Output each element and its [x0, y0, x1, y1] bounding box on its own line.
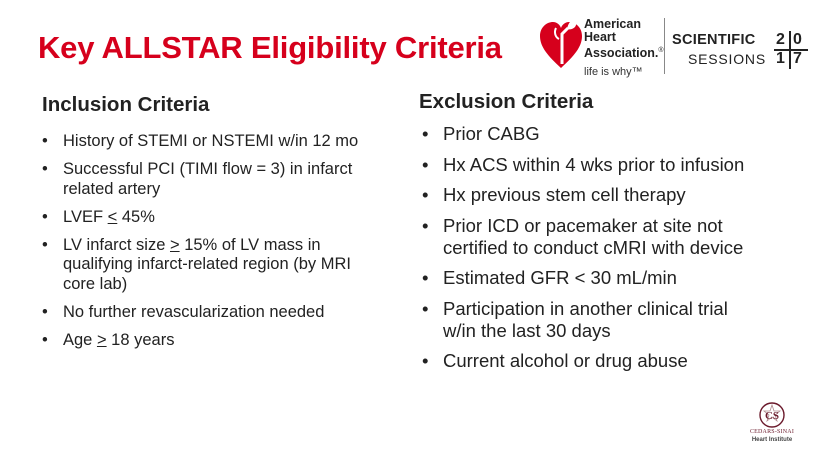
list-item: [42, 236, 382, 295]
cedars-sinai-subtitle: Heart Institute: [751, 437, 793, 443]
inclusion-heading: Inclusion Criteria: [42, 93, 210, 116]
cedars-sinai-emblem-icon: [756, 401, 788, 429]
aha-name-line1: American: [584, 17, 641, 31]
list-item: • Prior CABG: [422, 123, 762, 145]
list-item: • Successful PCI (TIMI flow = 3) in infarct related artery: [42, 160, 382, 199]
list-item: [42, 331, 382, 351]
list-item: • Prior ICD or pacemaker at site not certified to conduct cMRI with device: [422, 215, 762, 259]
year-digit-4: 7: [793, 50, 802, 67]
comparison-symbol: <: [107, 207, 118, 226]
aha-name-line3: [584, 44, 664, 60]
cedars-sinai-name: CEDARS-SINAI: [749, 429, 795, 435]
list-item: • History of STEMI or NSTEMI w/in 12 mo: [42, 132, 382, 152]
sessions-word-sessions: SESSIONS: [688, 51, 766, 67]
sessions-word-scientific: SCIENTIFIC: [672, 32, 756, 48]
item-text: LV infarct size: [63, 235, 170, 254]
aha-heart-torch-icon: [538, 14, 584, 70]
inclusion-list: [42, 132, 382, 359]
logo-divider: [664, 18, 665, 74]
aha-tagline: life is why™: [584, 66, 643, 78]
scientific-sessions-logo: [672, 32, 812, 72]
item-text: 45%: [117, 207, 155, 226]
exclusion-list: [422, 123, 762, 381]
list-item: • Hx ACS within 4 wks prior to infusion: [422, 154, 762, 176]
list-item: • No further revascularization needed: [42, 303, 382, 323]
item-text: 18 years: [106, 330, 175, 349]
aha-logo: [538, 12, 668, 82]
comparison-symbol: >: [169, 235, 180, 254]
year-digit-3: 1: [776, 50, 785, 67]
slide-title: Key ALLSTAR Eligibility Criteria: [38, 30, 502, 65]
list-item: • Hx previous stem cell therapy: [422, 184, 762, 206]
list-item: • Current alcohol or drug abuse: [422, 350, 762, 372]
aha-name-line3-text: Association.: [584, 46, 659, 61]
item-text: Age: [63, 330, 97, 349]
year-digit-1: 2: [776, 31, 785, 48]
list-item: [42, 208, 382, 228]
item-text: LVEF: [63, 207, 108, 226]
exclusion-heading: Exclusion Criteria: [419, 90, 594, 113]
comparison-symbol: >: [96, 330, 107, 349]
list-item: • Participation in another clinical trial w/in the last 30 days: [422, 298, 762, 342]
aha-name-line2: Heart: [584, 30, 616, 44]
cedars-monogram: CS: [764, 410, 780, 422]
year-digit-2: 0: [793, 31, 802, 48]
sessions-year-grid: [774, 31, 808, 71]
item-text: 15% of LV mass in qualifying infarct-related region (by MRI core lab): [63, 235, 351, 293]
list-item: • Estimated GFR < 30 mL/min: [422, 267, 762, 289]
cedars-sinai-logo: [742, 401, 802, 451]
aha-registered-mark: ®: [658, 47, 664, 54]
aha-wordmark: [584, 18, 664, 60]
